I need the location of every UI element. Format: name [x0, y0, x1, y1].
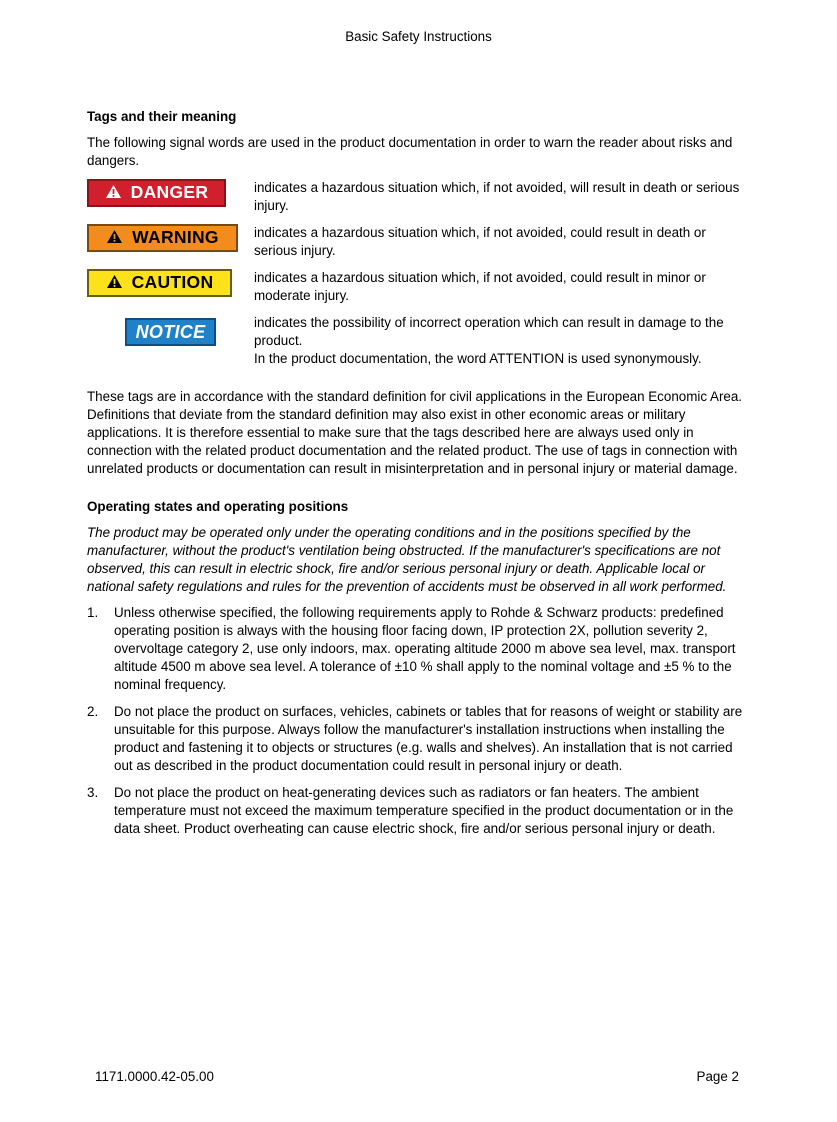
danger-tag [87, 179, 226, 207]
tags-intro: The following signal words are used in the product documentation in order to warn the reader about risks and dangers. [87, 135, 733, 168]
section-heading-operating: Operating states and operating positions [87, 499, 349, 514]
list-item-number: 2. [87, 704, 99, 719]
warning-tag [87, 224, 238, 252]
tag-label: WARNING [132, 227, 219, 248]
tag-description: indicates a hazardous situation which, if not avoided, could result in death or serious injury. [254, 225, 706, 258]
page-content [87, 108, 751, 847]
section-heading-tags: Tags and their meaning [87, 109, 237, 124]
list-item [87, 784, 751, 838]
list-item-number: 1. [87, 605, 99, 620]
tag-description-note: In the product documentation, the word ATTENTION is used synonymously. [254, 351, 702, 366]
operating-intro: The product may be operated only under the operating conditions and in the positions specified by the manufacturer, without the product's ventilation being obstructed. If the manufacturer's specifications are not observed, this can result in electric shock, fire and/or serious personal injury or death. Applicable local or national safety regulations and rules for the prevention of accidents must be observed in all work performed. [87, 525, 727, 594]
list-item [87, 703, 751, 775]
tag-label: DANGER [130, 182, 209, 203]
tag-description: indicates a hazardous situation which, if not avoided, could result in minor or moderate injury. [254, 270, 706, 303]
tag-description: indicates the possibility of incorrect operation which can result in damage to the product. [254, 315, 724, 348]
tag-label: NOTICE [135, 322, 206, 342]
list-item-text: Do not place the product on heat-generating devices such as radiators or fan heaters. The ambient temperature must not exceed the maximum temperature specified in the product documentation or in the data sheet. Product overheating can cause electric shock, fire and/or serious personal injury or death. [114, 785, 734, 836]
tag-row-caution [87, 269, 751, 314]
tags-closing-paragraph: These tags are in accordance with the standard definition for civil applications in the European Economic Area. Definitions that deviate from the standard definition may also exist in other economic areas or military applications. It is therefore essential to make sure that the tags described here are always used only in connection with the related product documentation and the related product. The use of tags in connection with unrelated products or documentation can result in misinterpretation and in personal injury or material damage. [87, 389, 743, 476]
list-item-text: Unless otherwise specified, the following requirements apply to Rohde & Schwarz products: predefined operating position is always with the housing floor facing down, IP protection 2X, pollution severity 2, overvoltage category 2, use only indoors, max. operating altitude 2000 m above sea level, max. transport altitude 4500 m above sea level. A tolerance of ±10 % shall apply to the nominal voltage and ±5 % to the nominal frequency. [114, 605, 736, 692]
footer-page-number: Page 2 [696, 1069, 739, 1084]
tag-row-danger [87, 179, 751, 224]
tag-label: CAUTION [131, 272, 214, 293]
warning-triangle-icon [106, 229, 123, 248]
footer-doc-number: 1171.0000.42-05.00 [95, 1069, 214, 1084]
operating-list [87, 604, 751, 838]
tag-row-notice [87, 314, 751, 368]
notice-tag [125, 318, 216, 346]
warning-triangle-icon [105, 184, 122, 203]
list-item-number: 3. [87, 785, 99, 800]
tag-description-block [254, 314, 751, 368]
warning-triangle-icon [106, 274, 123, 293]
list-item-text: Do not place the product on surfaces, vehicles, cabinets or tables that for reasons of weight or stability are unsuitable for this purpose. Always follow the manufacturer's installation instructions when installing the product and fastening it to objects or structures (e.g. walls and shelves). An installation that is not carried out as described in the product documentation could result in personal injury or death. [114, 704, 743, 773]
list-item [87, 604, 751, 694]
caution-tag [87, 269, 232, 297]
tag-row-warning [87, 224, 751, 269]
tag-description: indicates a hazardous situation which, if not avoided, will result in death or serious injury. [254, 180, 740, 213]
page-header: Basic Safety Instructions [345, 29, 492, 44]
